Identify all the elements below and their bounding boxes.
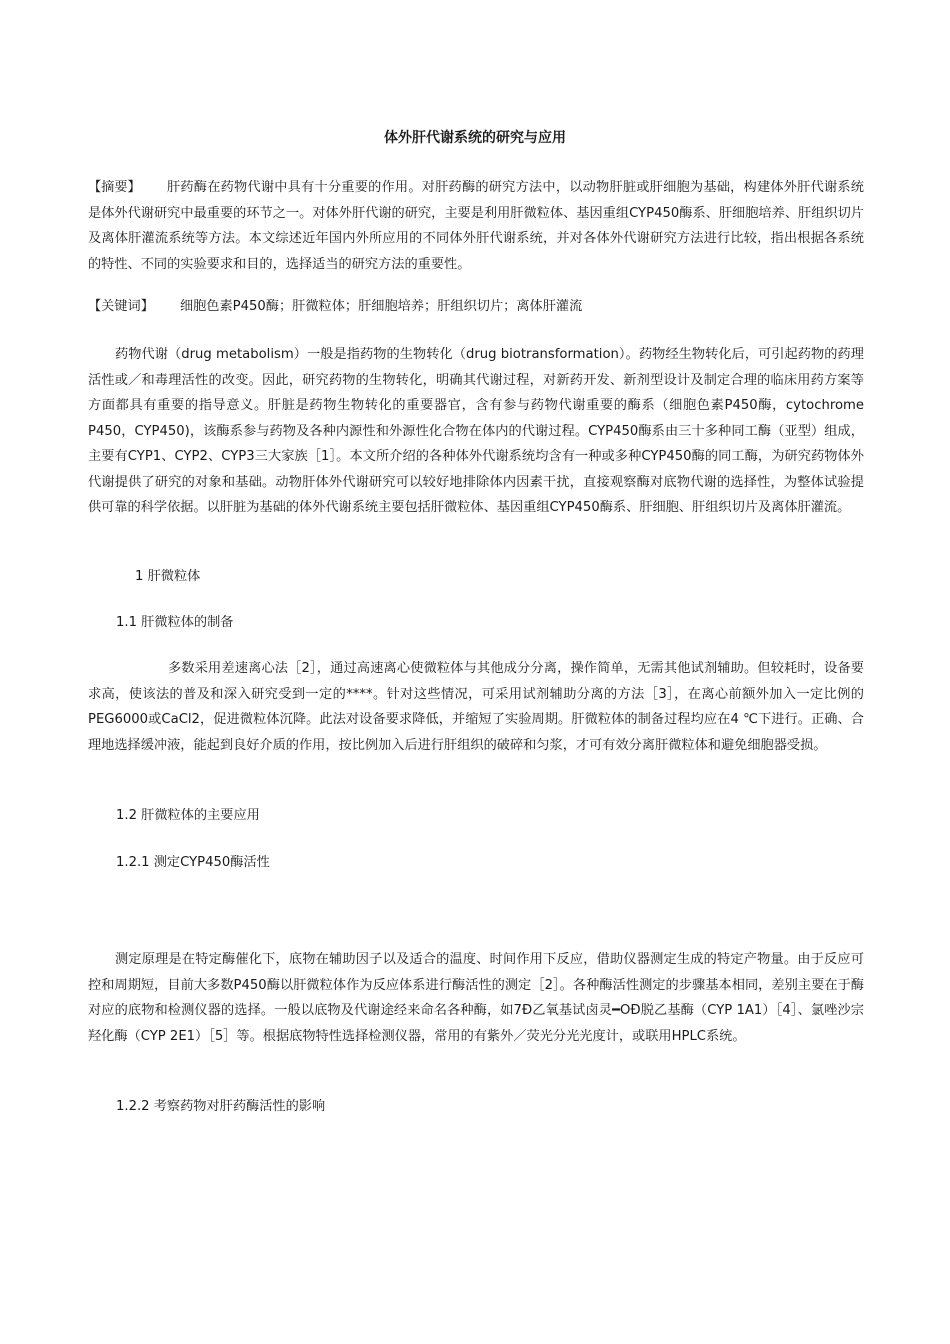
abstract-paragraph — [88, 175, 864, 277]
intro-paragraph: 药物代谢（drug metabolism）一般是指药物的生物转化（drug biotransformation）。药物经生物转化后，可引起药物的药理活性或／和毒理活性的改变。因此，研究药物的生物转化，明确其代谢过程，对新药开发、新剂型设计及制定合理的临床用药方案等方面都具有重要的指导意义。肝脏是药物生物转化的重要器官，含有参与药物代谢重要的酶系（细胞色素P450酶，cytochrome P450，CYP450)，该酶系参与药物及各种内源性和外源性化合物在体内的代谢过程。CYP450酶系由三十多种同工酶（亚型）组成，主要有CYP1、CYP2、CYP3三大家族［1］。本文所介绍的各种体外代谢系统均含有一种或多种CYP450酶的同工酶，为研究药物体外代谢提供了研究的对象和基础。动物肝体外代谢研究可以较好地排除体内因素干扰，直接观察酶对底物代谢的选择性，为整体试验提供可靠的科学依据。以肝脏为基础的体外代谢系统主要包括肝微粒体、基因重组CYP450酶系、肝细胞、肝组织切片及离体肝灌流。 — [88, 347, 864, 515]
section-heading-1-2-2: 1.2.2 考察药物对肝药酶活性的影响 — [116, 1099, 326, 1114]
section-heading-1-2: 1.2 肝微粒体的主要应用 — [116, 808, 260, 823]
section-heading-1-1: 1.1 肝微粒体的制备 — [116, 615, 234, 630]
section-heading-1: 1 肝微粒体 — [135, 569, 201, 584]
keywords-text: 细胞色素P450酶；肝微粒体；肝细胞培养；肝组织切片；离体肝灌流 — [179, 299, 583, 314]
abstract-label: 【摘要】 — [88, 180, 141, 195]
section-1-1-paragraph: 多数采用差速离心法［2］，通过高速离心使微粒体与其他成分分离，操作简单，无需其他试剂辅助。但较耗时，设备要求高，使该法的普及和深入研究受到一定的****。针对这些情况，可采用试剂辅助分离的方法［3］，在离心前额外加入一定比例的PEG6000或CaCl2，促进微粒体沉降。此法对设备要求降低，并缩短了实验周期。肝微粒体的制备过程均应在4 ℃下进行。正确、合理地选择缓冲液，能起到良好介质的作用，按比例加入后进行肝组织的破碎和匀浆，才可有效分离肝微粒体和避免细胞器受损。 — [88, 661, 864, 753]
section-1-2-1-paragraph: 测定原理是在特定酶催化下，底物在辅助因子以及适合的温度、时间作用下反应，借助仪器测定生成的特定产物量。由于反应可控和周期短，目前大多数P450酶以肝微粒体作为反应体系进行酶活性的测定［2］。各种酶活性测定的步骤基本相同，差别主要在于酶对应的底物和检测仪器的选择。一般以底物及代谢途经来命名各种酶，如7Ð乙氧基试卤灵━OÐ脱乙基酶（CYP 1A1）［4］、氯唑沙宗羟化酶（CYP 2E1）［5］等。根据底物特性选择检测仪器，常用的有紫外／荧光分光光度计，或联用HPLC系统。 — [88, 952, 864, 1044]
document-title: 体外肝代谢系统的研究与应用 — [384, 130, 566, 146]
keywords-label: 【关键词】 — [88, 299, 154, 314]
section-heading-1-2-1: 1.2.1 测定CYP450酶活性 — [116, 855, 270, 870]
abstract-text: 肝药酶在药物代谢中具有十分重要的作用。对肝药酶的研究方法中，以动物肝脏或肝细胞为基础，构建体外肝代谢系统是体外代谢研究中最重要的环节之一。对体外肝代谢的研究，主要是利用肝微粒体、基因重组CYP450酶系、肝细胞培养、肝组织切片及离体肝灌流系统等方法。本文综述近年国内外所应用的不同体外肝代谢系统，并对各体外代谢研究方法进行比较，指出根据各系统的特性、不同的实验要求和目的，选择适当的研究方法的重要性。 — [88, 180, 864, 272]
keywords-paragraph — [88, 294, 864, 320]
